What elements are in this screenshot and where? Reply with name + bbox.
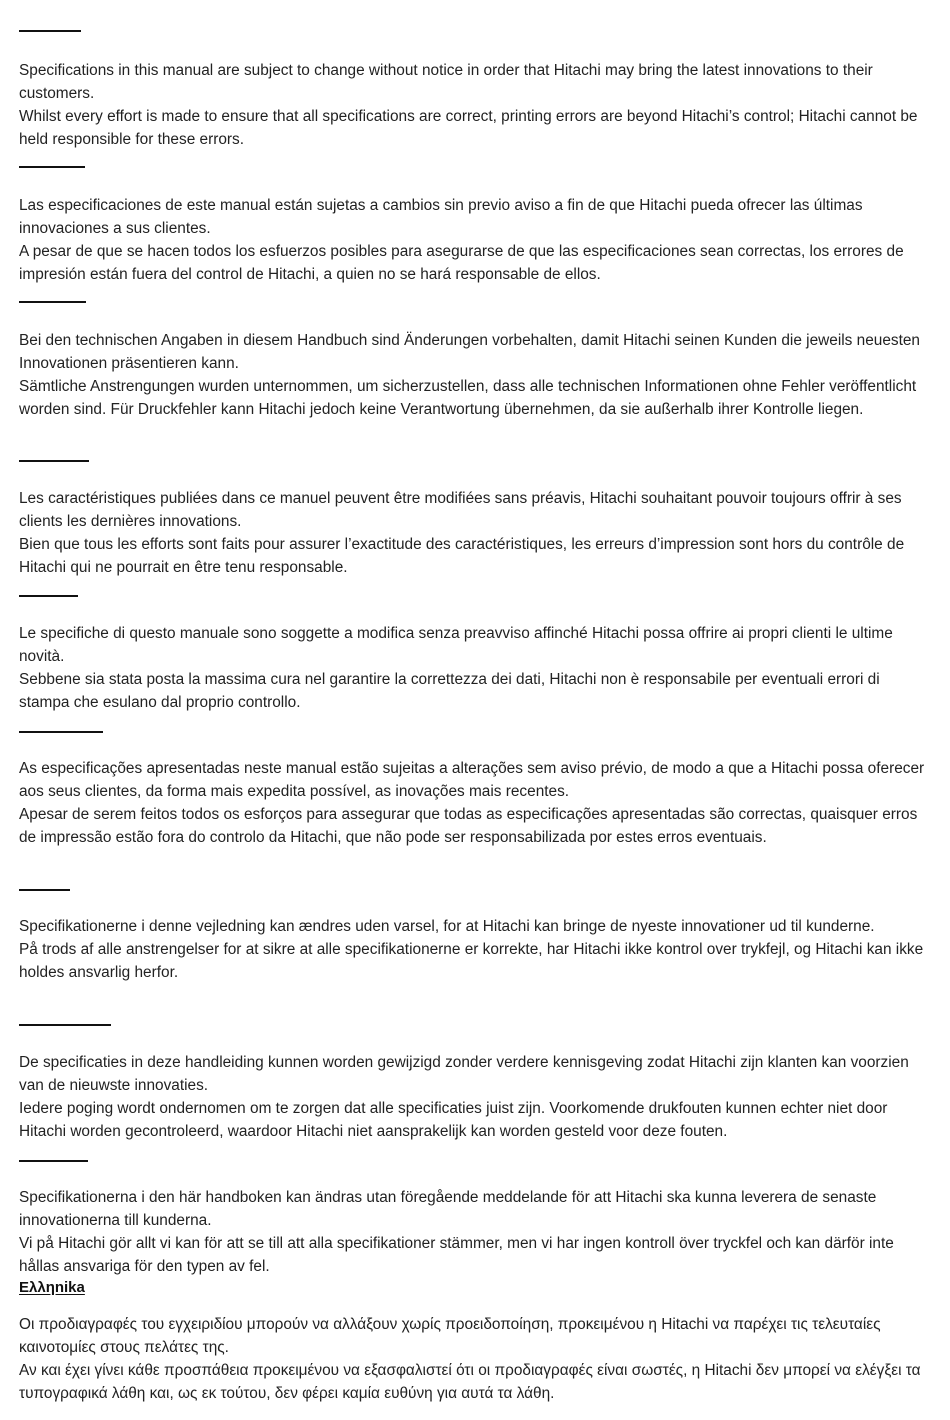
section-heading: [19, 30, 932, 48]
section-heading: [19, 889, 932, 907]
section-danish: [19, 889, 932, 984]
paragraph: Les caractéristiques publiées dans ce manuel peuvent être modifiées sans préavis, Hitachi souhaitant pouvoir toujours offrir à ses clients les dernières innovations.: [19, 490, 902, 530]
paragraph: De specificaties in deze handleiding kunnen worden gewijzigd zonder verdere kennisgeving zodat Hitachi zijn klanten kan voorzien van de nieuwste innovaties.: [19, 1054, 909, 1094]
section-heading: [19, 731, 932, 749]
heading-underline: [19, 166, 85, 168]
paragraph: Specifications in this manual are subject to change without notice in order that Hitachi may bring the latest innovations to their customers.: [19, 62, 873, 102]
paragraph: Apesar de serem feitos todos os esforços para assegurar que todas as especificações apresentadas são correctas, quaisquer erros de impressão estão fora do controlo da Hitachi, que não pode ser responsabilizada por estes erros eventuais.: [19, 806, 918, 846]
heading-underline: [19, 1160, 88, 1162]
paragraph: Vi på Hitachi gör allt vi kan för att se till att alla specifikationer stämmer, men vi har ingen kontroll över tryckfel och kan därför inte hållas ansvariga för den typen av fel.: [19, 1235, 894, 1275]
section-italian: [19, 595, 932, 714]
heading-underline: [19, 889, 70, 891]
section-heading: [19, 460, 932, 478]
section-greek: [19, 1279, 932, 1405]
section-heading: [19, 1024, 932, 1042]
heading-underline: [19, 1024, 111, 1026]
paragraph: Αν και έχει γίνει κάθε προσπάθεια προκειμένου να εξασφαλιστεί ότι οι προδιαγραφές είναι σωστές, η Hitachi δεν μπορεί να ελέγξει τα τυπογραφικά λάθη και, ως εκ τούτου, δεν φέρει καμία ευθύνη για αυτά τα λάθη.: [19, 1362, 921, 1402]
section-dutch: [19, 1024, 932, 1143]
paragraph: A pesar de que se hacen todos los esfuerzos posibles para asegurarse de que las especificaciones sean correctas, los errores de impresión están fuera del control de Hitachi, a quien no se hará responsable de ellos.: [19, 243, 904, 283]
section-swedish: [19, 1160, 932, 1278]
paragraph: Bien que tous les efforts sont faits pour assurer l’exactitude des caractéristiques, les erreurs d’impression sont hors du contrôle de Hitachi qui ne pourrait en être tenu responsable.: [19, 536, 905, 576]
paragraph: Specifikationerne i denne vejledning kan ændres uden varsel, for at Hitachi kan bringe de nyeste innovationer ud til kunderne.: [19, 918, 875, 935]
paragraph: Whilst every effort is made to ensure that all specifications are correct, printing errors are beyond Hitachi’s control; Hitachi cannot be held responsible for these errors.: [19, 108, 918, 148]
heading-underline: [19, 460, 89, 462]
paragraph: Sämtliche Anstrengungen wurden unternommen, um sicherzustellen, dass alle technischen Informationen ohne Fehler veröffentlicht worden sind. Für Druckfehler kann Hitachi jedoch keine Verantwortung übernehmen, da sie außerhalb ihrer Kontrolle liegen.: [19, 378, 917, 418]
section-portuguese: [19, 731, 932, 849]
paragraph: Οι προδιαγραφές του εγχειριδίου μπορούν να αλλάξουν χωρίς προειδοποίηση, προκειμένου η Hitachi να παρέχει τις τελευταίες καινοτομίες στους πελάτες της.: [19, 1316, 881, 1356]
paragraph: As especificações apresentadas neste manual estão sujeitas a alterações sem aviso prévio, de modo a que a Hitachi possa oferecer aos seus clientes, da forma mais expedita possível, as inovações mais recentes.: [19, 760, 925, 800]
paragraph: Iedere poging wordt ondernomen om te zorgen dat alle specificaties juist zijn. Voorkomende drukfouten kunnen echter niet door Hitachi worden gecontroleerd, waardoor Hitachi niet aansprakelijk kan worden gesteld voor deze fouten.: [19, 1100, 888, 1140]
heading-underline: [19, 30, 81, 32]
paragraph: På trods af alle anstrengelser for at sikre at alle specifikationerne er korrekte, har Hitachi ikke kontrol over trykfejl, og Hitachi kan ikke holdes ansvarlig herfor.: [19, 941, 924, 981]
heading-underline: [19, 595, 78, 597]
section-spanish: [19, 166, 932, 286]
section-german: [19, 301, 932, 421]
section-english: [19, 30, 932, 151]
paragraph: Specifikationerna i den här handboken kan ändras utan föregående meddelande för att Hitachi ska kunna leverera de senaste innovationerna till kunderna.: [19, 1189, 877, 1229]
heading-underline: [19, 301, 86, 303]
section-heading: [19, 595, 932, 613]
paragraph: Sebbene sia stata posta la massima cura nel garantire la correttezza dei dati, Hitachi non è responsabile per eventuali errori di stampa che esulano dal proprio controllo.: [19, 671, 880, 711]
section-heading: [19, 1160, 932, 1178]
paragraph: Las especificaciones de este manual están sujetas a cambios sin previo aviso a fin de que Hitachi pueda ofrecer las últimas innovaciones a sus clientes.: [19, 197, 863, 237]
section-heading: [19, 1279, 932, 1297]
section-heading: [19, 301, 932, 319]
section-heading: [19, 166, 932, 184]
section-french: [19, 460, 932, 579]
paragraph: Le specifiche di questo manuale sono soggette a modifica senza preavviso affinché Hitachi possa offrire ai propri clienti le ultime novità.: [19, 625, 893, 665]
paragraph: Bei den technischen Angaben in diesem Handbuch sind Änderungen vorbehalten, damit Hitachi seinen Kunden die jeweils neuesten Innovationen präsentieren kann.: [19, 332, 920, 372]
heading-underline: [19, 731, 103, 733]
section-heading-text: Ελληnika: [19, 1279, 85, 1296]
